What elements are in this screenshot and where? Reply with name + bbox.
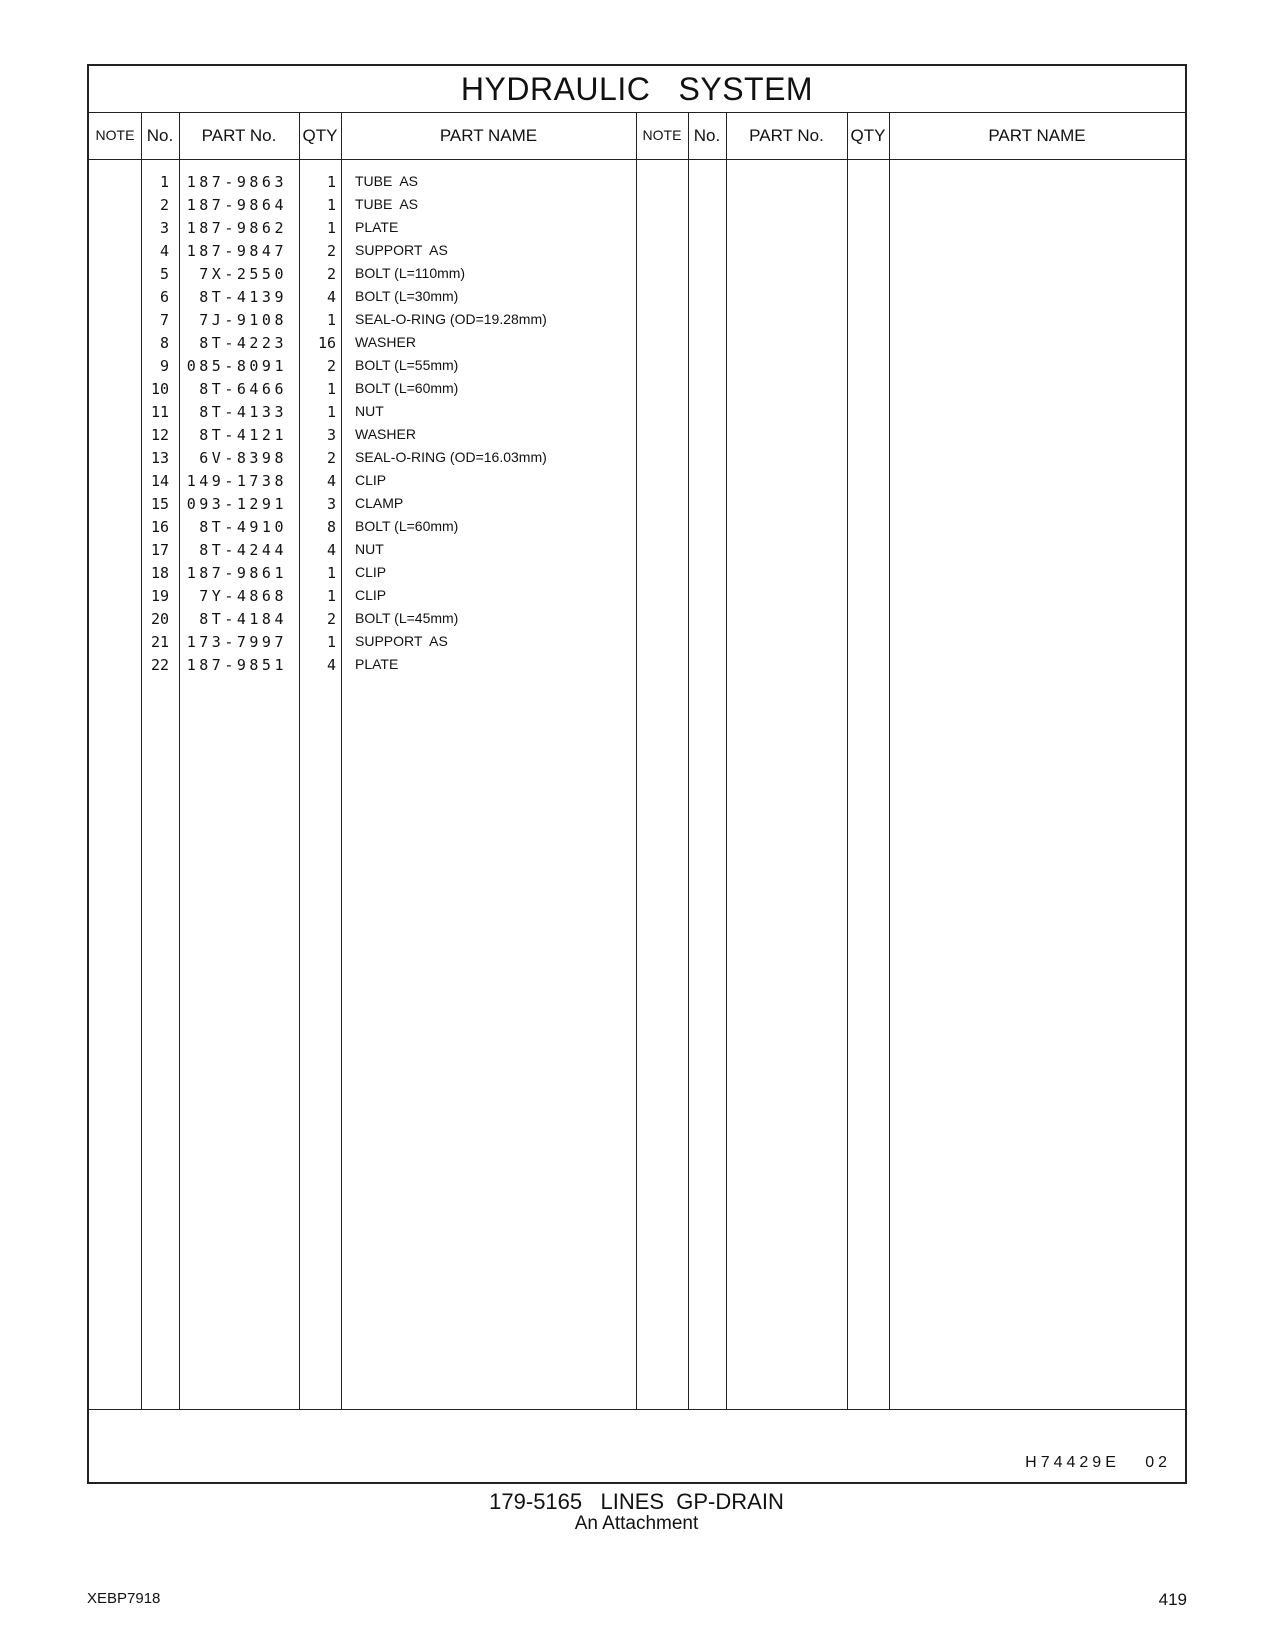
table-row [89,288,1185,311]
table-row [89,380,1185,403]
part-number: 8T-4133 [199,403,287,421]
table-row [89,219,1185,242]
part-number: 149-1738 [186,472,287,490]
table-row [89,656,1185,679]
quantity: 2 [326,357,336,375]
part-name: WASHER [355,334,416,350]
table-row [89,357,1185,380]
header-no: No. [146,126,174,145]
part-number: 6V-8398 [199,449,287,467]
table-bottom-rule [89,1409,1185,1410]
quantity: 1 [326,403,336,421]
part-name: BOLT (L=60mm) [355,380,459,396]
quantity: 2 [326,610,336,628]
part-number: 7X-2550 [199,265,287,283]
part-name: BOLT (L=30mm) [355,288,459,304]
part-number: 8T-4244 [199,541,287,559]
header-part-no-right: PART No. [749,126,824,145]
item-number: 21 [150,633,169,651]
document-id: XEBP7918 [87,1590,161,1607]
part-number: 187-9864 [186,196,287,214]
header-part-name: PART NAME [439,126,538,145]
item-number: 4 [159,242,169,260]
part-name: CLIP [355,564,387,580]
table-row [89,311,1185,334]
part-number: 187-9863 [186,173,287,191]
header-qty: QTY [302,126,338,145]
table-row [89,633,1185,656]
part-name: NUT [355,541,384,557]
part-number: 8T-4139 [199,288,287,306]
quantity: 1 [326,311,336,329]
part-number: 8T-4121 [199,426,287,444]
quantity: 2 [326,449,336,467]
group-caption: 179-5165 LINES GP-DRAIN [489,1489,784,1514]
quantity: 1 [326,173,336,191]
item-number: 6 [159,288,169,306]
part-name: TUBE AS [355,196,419,212]
part-name: PLATE [355,656,399,672]
part-number: 8T-4223 [199,334,287,352]
part-number: 7Y-4868 [199,587,287,605]
part-number: 8T-4910 [199,518,287,536]
part-name: SUPPORT AS [355,633,448,649]
quantity: 4 [326,656,336,674]
part-name: BOLT (L=45mm) [355,610,459,626]
header-qty-right: QTY [850,126,886,145]
table-row [89,587,1185,610]
item-number: 8 [159,334,169,352]
item-number: 20 [150,610,169,628]
part-name: BOLT (L=110mm) [355,265,466,281]
table-row [89,403,1185,426]
item-number: 1 [159,173,169,191]
quantity: 1 [326,219,336,237]
quantity: 16 [317,334,336,352]
quantity: 3 [326,495,336,513]
drawing-code: H74429E 02 [1025,1454,1171,1471]
quantity: 1 [326,564,336,582]
quantity: 2 [326,265,336,283]
part-number: 187-9861 [186,564,287,582]
part-number: 187-9851 [186,656,287,674]
header-no-right: No. [693,126,721,145]
item-number: 16 [150,518,169,536]
part-name: CLIP [355,587,387,603]
part-number: 8T-4184 [199,610,287,628]
table-row [89,610,1185,633]
item-number: 9 [159,357,169,375]
header-note-right: NOTE [642,127,682,143]
page-title: HYDRAULIC SYSTEM [89,66,1185,113]
item-number: 3 [159,219,169,237]
table-row [89,495,1185,518]
part-number: 173-7997 [186,633,287,651]
part-name: CLIP [355,472,387,488]
header-part-name-right: PART NAME [988,126,1086,145]
table-row [89,334,1185,357]
quantity: 4 [326,472,336,490]
part-name: SEAL-O-RING (OD=19.28mm) [355,311,547,327]
table-row [89,426,1185,449]
quantity: 4 [326,541,336,559]
part-number: 085-8091 [186,357,287,375]
table-row [89,472,1185,495]
item-number: 7 [159,311,169,329]
item-number: 14 [150,472,169,490]
part-name: TUBE AS [355,173,419,189]
table-row [89,449,1185,472]
quantity: 4 [326,288,336,306]
part-name: SUPPORT AS [355,242,448,258]
item-number: 10 [150,380,169,398]
quantity: 1 [326,380,336,398]
table-row [89,242,1185,265]
part-number: 187-9847 [186,242,287,260]
quantity: 3 [326,426,336,444]
part-name: PLATE [355,219,399,235]
item-number: 13 [150,449,169,467]
header-note: NOTE [95,127,135,143]
part-name: BOLT (L=60mm) [355,518,459,534]
item-number: 22 [150,656,169,674]
part-number: 7J-9108 [199,311,287,329]
part-name: BOLT (L=55mm) [355,357,459,373]
table-row [89,564,1185,587]
item-number: 17 [150,541,169,559]
header-part-no: PART No. [201,126,277,145]
parts-table-frame [87,64,1187,1484]
quantity: 1 [326,196,336,214]
part-name: CLAMP [355,495,404,511]
quantity: 8 [326,518,336,536]
item-number: 5 [159,265,169,283]
table-row [89,541,1185,564]
item-number: 11 [150,403,169,421]
part-number: 8T-6466 [199,380,287,398]
part-name: SEAL-O-RING (OD=16.03mm) [355,449,547,465]
table-row [89,518,1185,541]
table-header [89,112,1185,160]
quantity: 2 [326,242,336,260]
table-row [89,173,1185,196]
part-number: 093-1291 [186,495,287,513]
item-number: 19 [150,587,169,605]
part-name: WASHER [355,426,416,442]
quantity: 1 [326,587,336,605]
quantity: 1 [326,633,336,651]
part-number: 187-9862 [186,219,287,237]
item-number: 15 [150,495,169,513]
page-number: 419 [1158,1590,1187,1609]
item-number: 2 [159,196,169,214]
item-number: 12 [150,426,169,444]
table-row [89,196,1185,219]
item-number: 18 [150,564,169,582]
group-subcaption: An Attachment [574,1513,699,1534]
part-name: NUT [355,403,384,419]
table-row [89,265,1185,288]
